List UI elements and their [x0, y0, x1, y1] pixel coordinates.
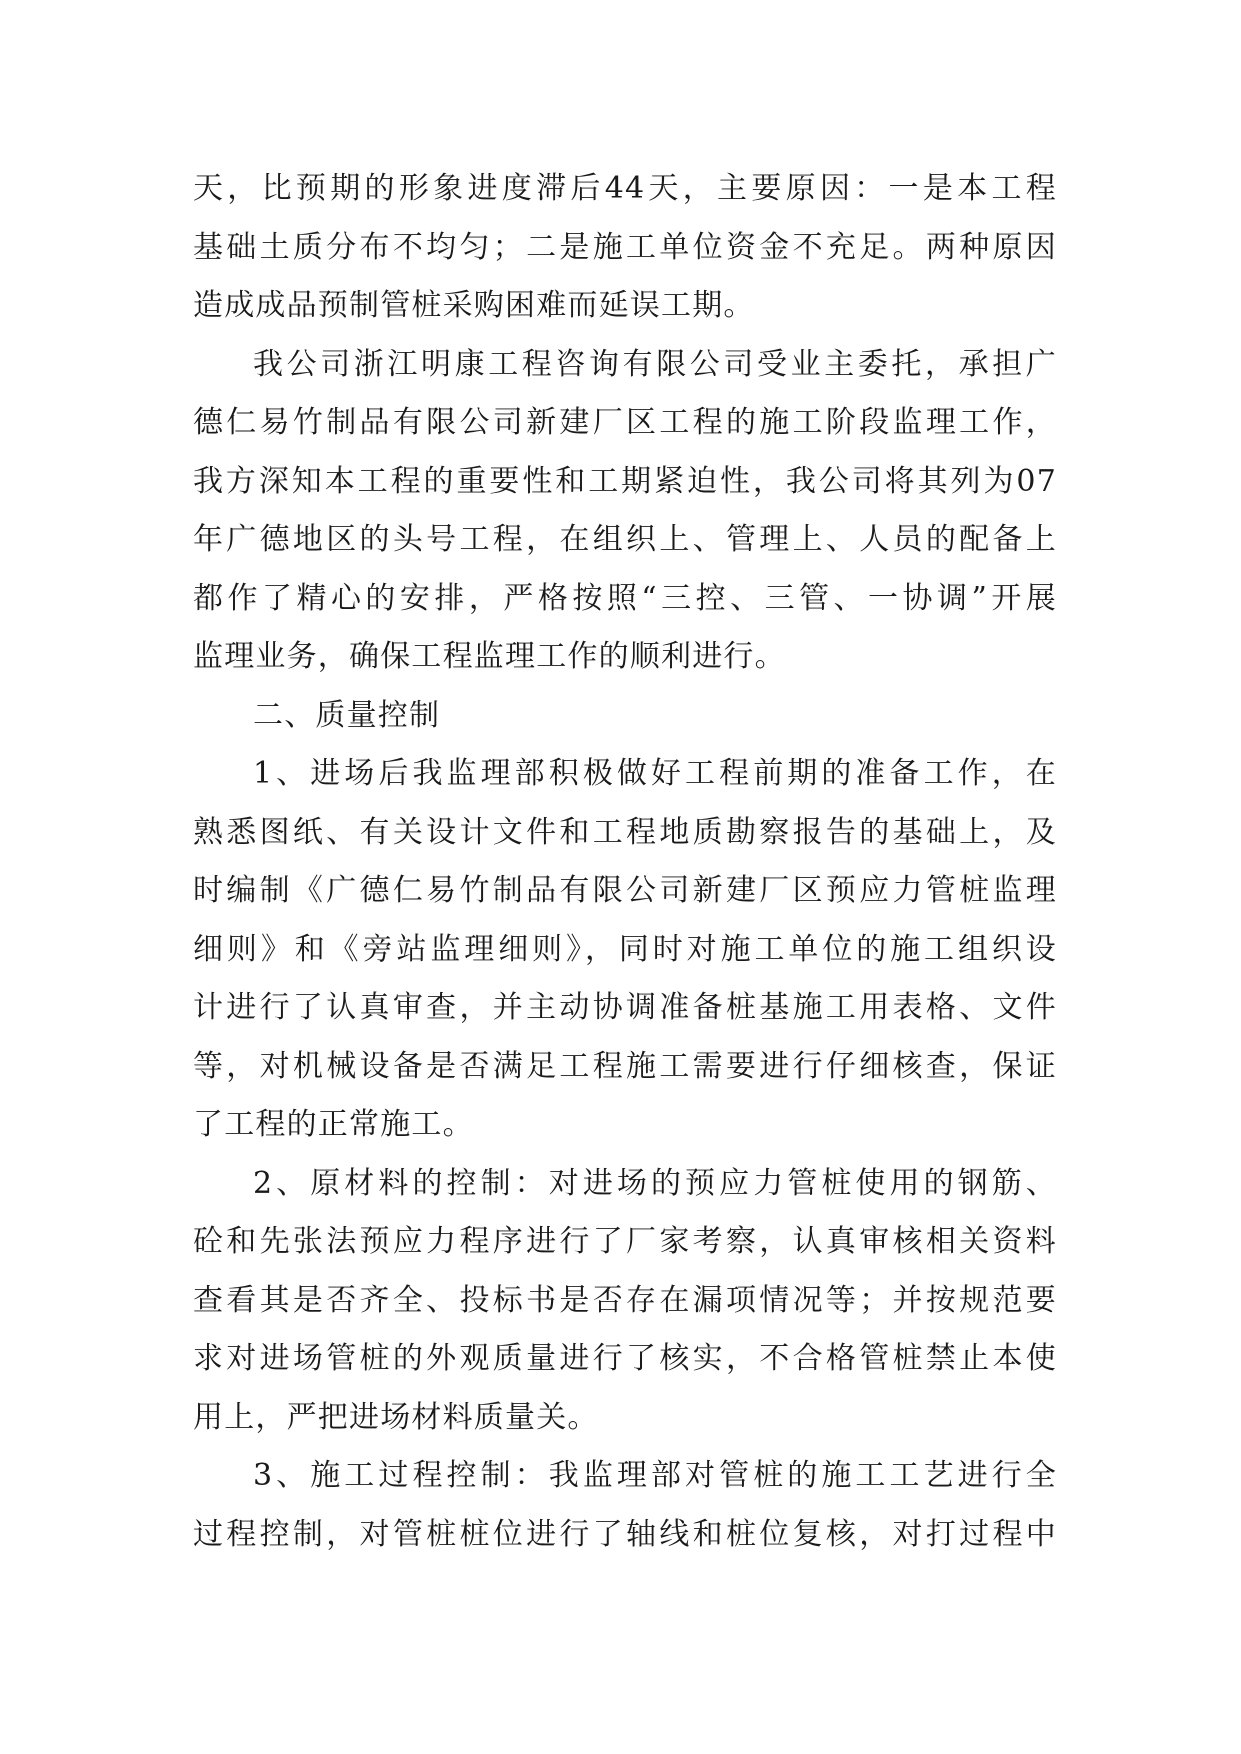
text-line: 2、原材料的控制：对进场的预应力管桩使用的钢筋、: [253, 1165, 1057, 1201]
text-line: 都作了精心的安排，严格按照“三控、三管、一协调”开展: [193, 580, 1057, 616]
text-line: 计进行了认真审查，并主动协调准备桩基施工用表格、文件: [193, 990, 1057, 1025]
text-line: 砼和先张法预应力程序进行了厂家考察，认真审核相关资料: [193, 1224, 1057, 1259]
text-line: 3、施工过程控制：我监理部对管桩的施工工艺进行全: [253, 1458, 1057, 1493]
text-line: 二、质量控制: [253, 697, 441, 733]
document-body: [193, 160, 1057, 1564]
text-line: 熟悉图纸、有关设计文件和工程地质勘察报告的基础上，及: [193, 814, 1057, 850]
text-line: 1、进场后我监理部积极做好工程前期的准备工作，在: [253, 756, 1057, 791]
text-line: 天，比预期的形象进度滞后44天，主要原因：一是本工程: [193, 171, 1057, 206]
text-line: 了工程的正常施工。: [193, 1107, 474, 1142]
text-line: 查看其是否齐全、投标书是否存在漏项情况等；并按规范要: [193, 1282, 1057, 1318]
text-line: 细则》和《旁站监理细则》，同时对施工单位的施工组织设: [193, 931, 1057, 967]
text-line: 用上，严把进场材料质量关。: [193, 1399, 599, 1435]
text-line: 我公司浙江明康工程咨询有限公司受业主委托，承担广: [253, 346, 1057, 382]
text-line: 德仁易竹制品有限公司新建厂区工程的施工阶段监理工作，: [193, 405, 1057, 440]
text-line: 造成成品预制管桩采购困难而延误工期。: [193, 288, 755, 323]
text-line: 时编制《广德仁易竹制品有限公司新建厂区预应力管桩监理: [193, 873, 1057, 908]
text-line: 年广德地区的头号工程，在组织上、管理上、人员的配备上: [193, 522, 1057, 557]
text-line: 基础土质分布不均匀；二是施工单位资金不充足。两种原因: [193, 229, 1057, 265]
text-line: 监理业务，确保工程监理工作的顺利进行。: [193, 639, 786, 674]
text-line: 等，对机械设备是否满足工程施工需要进行仔细核查，保证: [193, 1048, 1057, 1084]
text-line: 过程控制，对管桩桩位进行了轴线和桩位复核，对打过程中: [193, 1516, 1057, 1552]
text-line: 我方深知本工程的重要性和工期紧迫性，我公司将其列为07: [193, 463, 1057, 499]
text-line: 求对进场管桩的外观质量进行了核实，不合格管桩禁止本使: [193, 1341, 1057, 1376]
